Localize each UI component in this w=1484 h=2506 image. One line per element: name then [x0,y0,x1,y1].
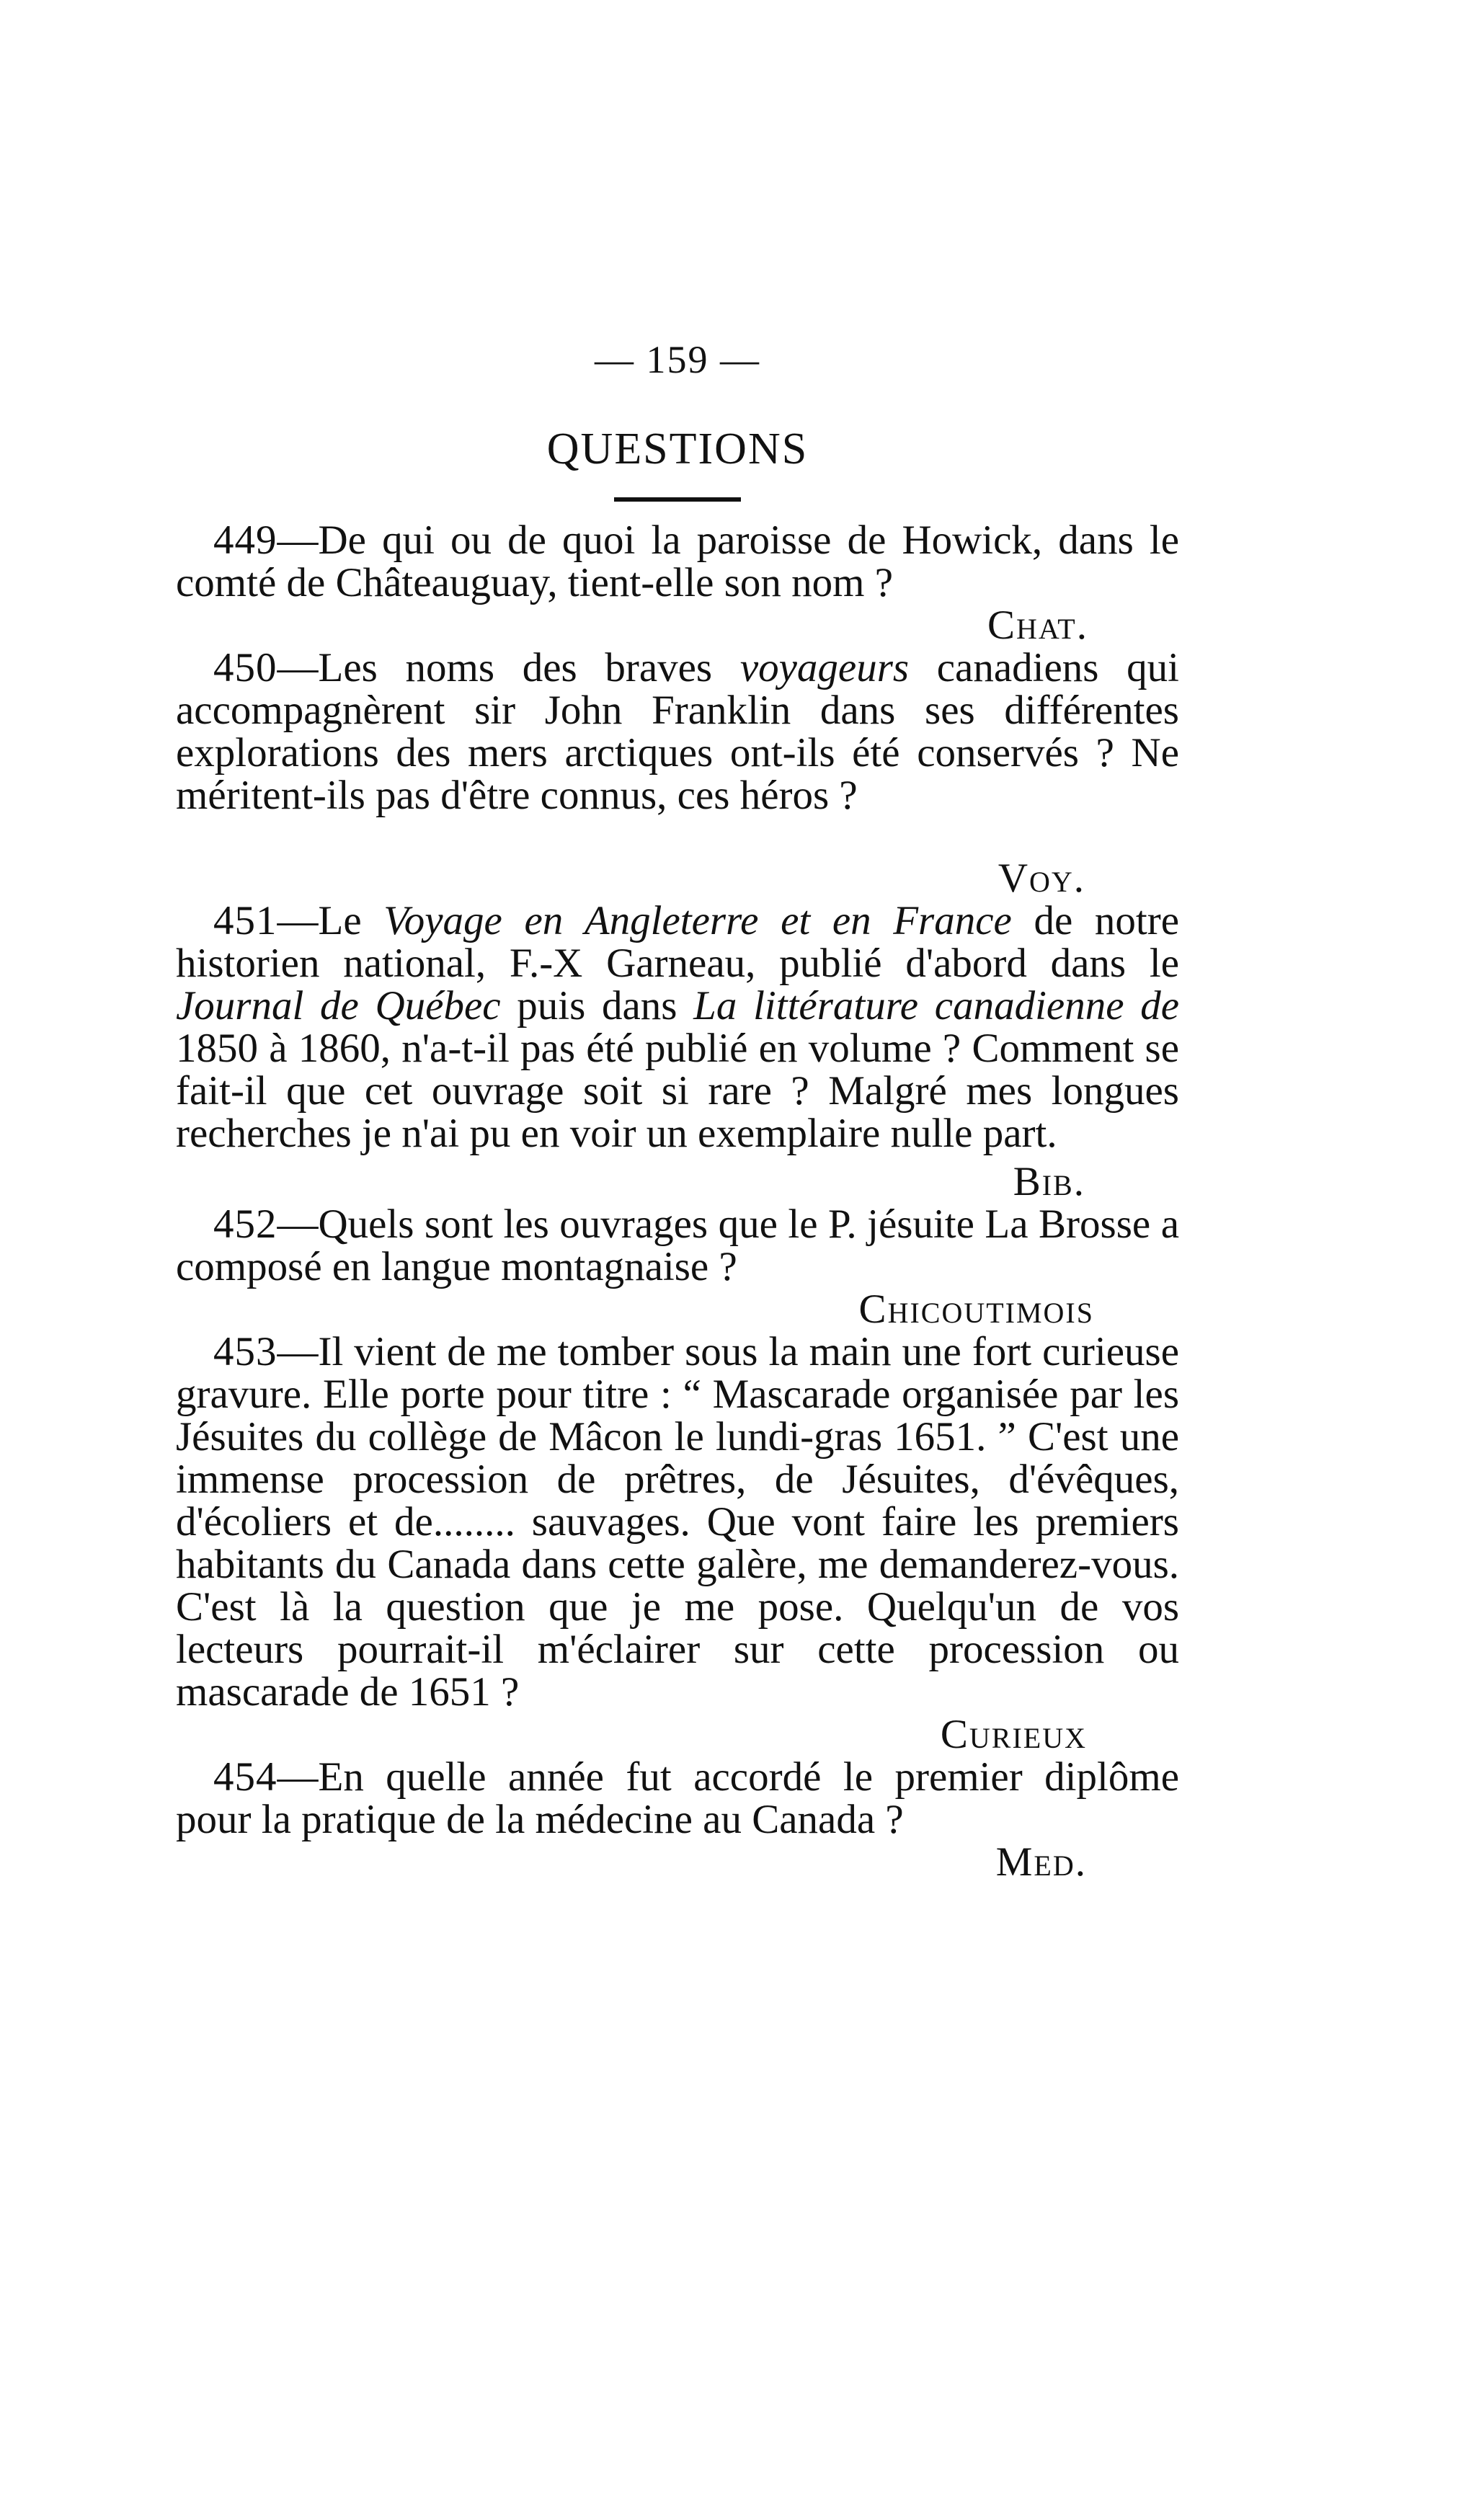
question-body: —De qui ou de quoi la paroisse de Howick, dans le comté de Châteauguay, tient-elle son nom ? [176,517,1179,605]
question-452 [176,1203,1179,1330]
question-body: —Le [277,898,384,943]
question-text [176,899,1179,1155]
question-number: 452 [213,1201,277,1247]
question-450 [176,647,1179,899]
question-signature: Chicoutimois [858,1287,1094,1332]
question-body-italic: voyageurs [739,645,910,690]
question-number: 454 [213,1754,277,1800]
question-body: puis dans [500,983,694,1028]
question-body: —Il vient de me tomber sous la main une fort curieuse gravure. Elle porte pour titre : “ Mascarade organisée par les Jésuites du collège de Mâcon le lundi-gras 1651. ” C'est une immense procession de prêtres, de Jésuites, d'évêques, d'écoliers et de........ sauvages. Que vont faire les premiers habitants du Canada dans cette galère, me demanderez-vous. C'est là la question que je me pose. Quelqu'un de vos lecteurs pourrait-il m'éclairer sur cette procession ou mascarade de 1651 ? [176,1329,1179,1715]
question-body-italic: Journal de Québec [176,983,501,1028]
question-body: canadiens qui accompagnèrent sir John Franklin dans ses différentes explorations des mers arctiques ont-ils été conservés ? Ne méritent-ils pas d'être connus, ces héros ? [176,645,1180,818]
question-text [176,1330,1179,1713]
question-451 [176,899,1179,1203]
question-text [176,647,1179,817]
question-signature: Bib. [1013,1159,1085,1204]
question-body: —Les noms des braves [277,645,740,690]
question-number: 450 [213,645,277,690]
page-number: — 159 — [595,338,760,381]
question-text [176,1203,1179,1288]
question-body: —Quels sont les ouvrages que le P. jésuite La Brosse a composé en langue montagnaise ? [176,1201,1179,1289]
question-signature: Voy. [998,856,1085,901]
question-body: —En quelle année fut accordé le premier diplôme pour la pratique de la médecine au Canada ? [176,1754,1179,1842]
question-signature: Med. [995,1839,1087,1885]
question-number: 453 [213,1329,277,1374]
question-body-italic: Voyage en Angleterre et en France [383,898,1012,943]
question-signature: Curieux [940,1712,1087,1757]
question-number: 451 [213,898,277,943]
question-signature: Chat. [987,603,1088,648]
question-body-italic: La littérature canadienne de [693,983,1180,1028]
question-number: 449 [213,517,277,563]
question-body: 1850 à 1860, n'a-t-il pas été publié en volume ? Comment se fait-il que cet ouvrage soit si rare ? Malgré mes longues recherches je n'ai pu en voir un exemplaire nulle part. [176,1026,1179,1156]
question-text [176,519,1179,604]
page-title: QUESTIONS [546,425,809,474]
question-text [176,1756,1179,1841]
question-454 [176,1756,1179,1883]
question-body: de notre historien national, F.-X Garneau, publié d'abord dans le [176,898,1179,986]
question-list [176,519,1179,1883]
title-rule [614,497,741,502]
question-449 [176,519,1179,647]
question-453 [176,1330,1179,1756]
